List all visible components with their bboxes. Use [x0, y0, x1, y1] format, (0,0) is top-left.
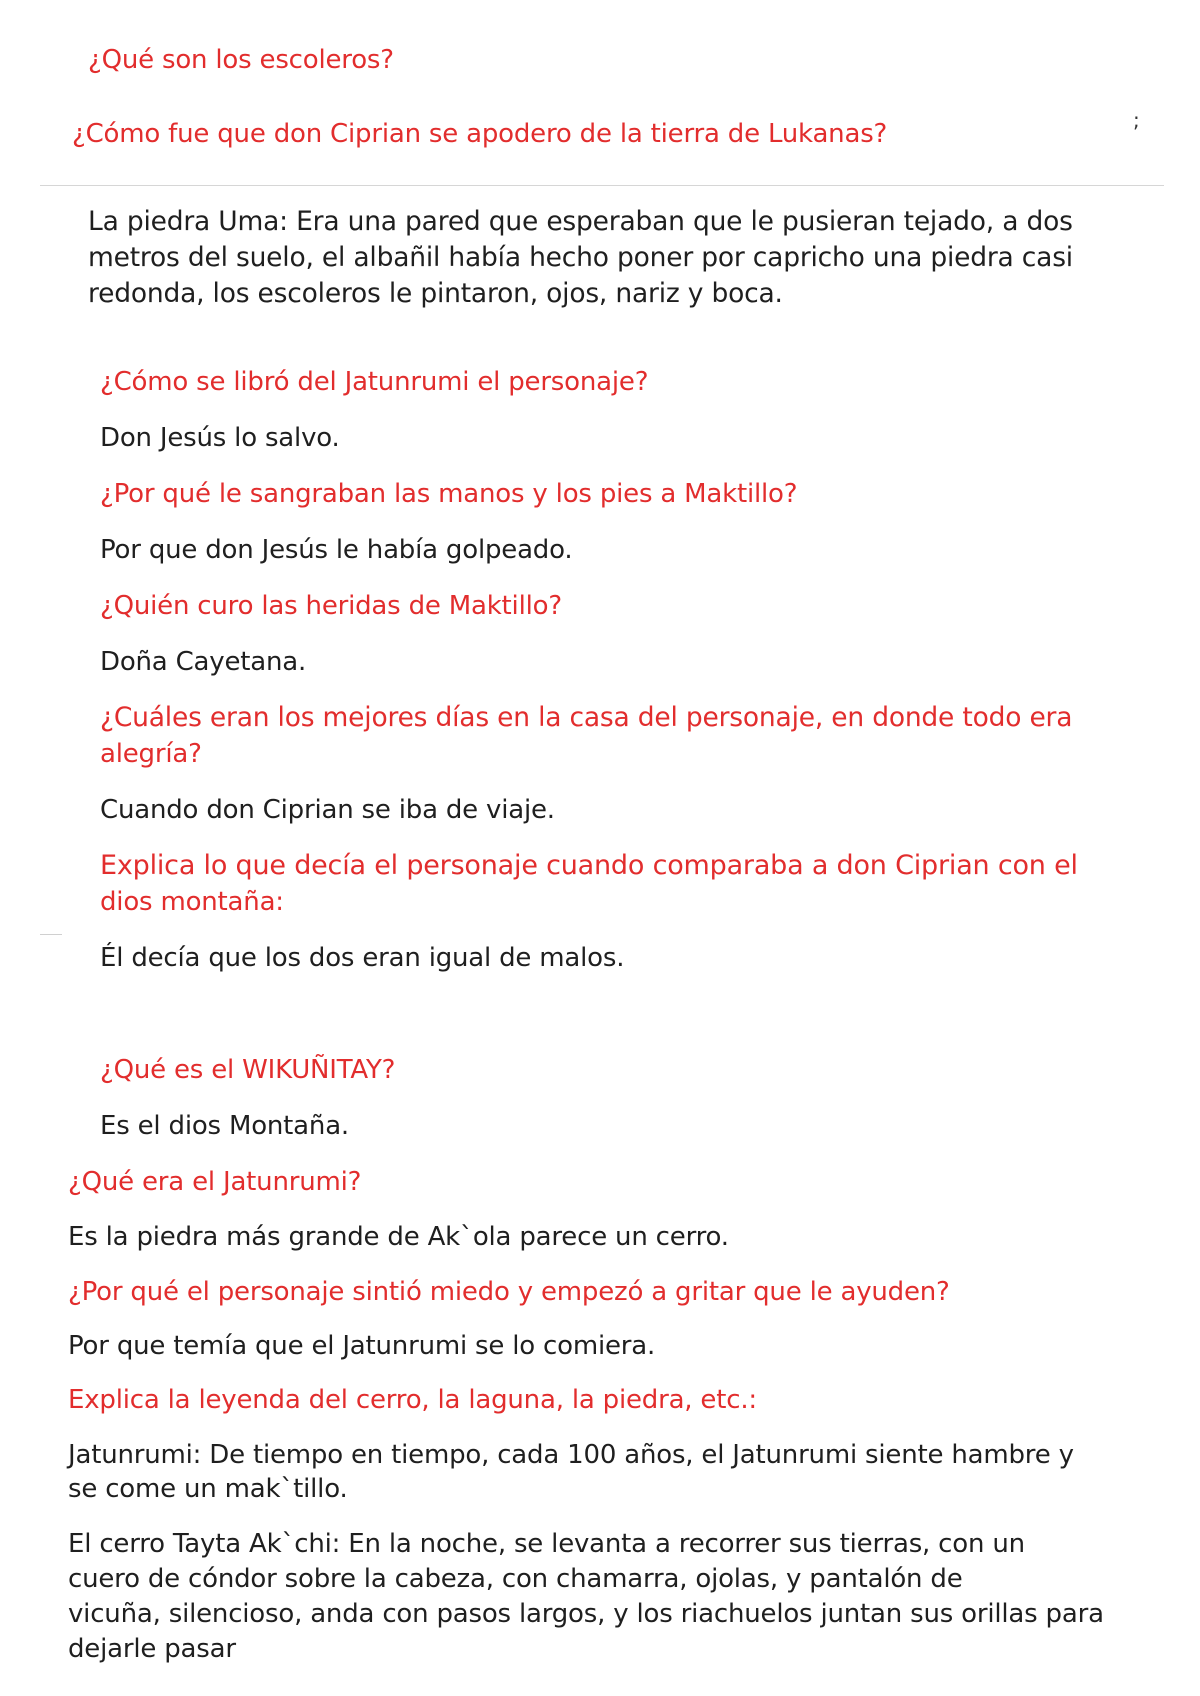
answer-mejores-dias: Cuando don Ciprian se iba de viaje. [100, 795, 555, 825]
question-dios-montana-line-2: dios montaña: [100, 887, 284, 917]
question-sangraban: ¿Por qué le sangraban las manos y los pies a Maktillo? [100, 479, 798, 509]
question-que-era-jatunrumi: ¿Qué era el Jatunrumi? [68, 1167, 362, 1197]
answer-curo-heridas: Doña Cayetana. [100, 647, 307, 677]
question-dios-montana-line-1: Explica lo que decía el personaje cuando comparaba a don Ciprian con el [100, 850, 1078, 881]
answer-sintio-miedo: Por que temía que el Jatunrumi se lo comiera. [68, 1331, 656, 1361]
leyenda-jatunrumi-line-1: Jatunrumi: De tiempo en tiempo, cada 100 años, el Jatunrumi siente hambre y [68, 1440, 1074, 1470]
leyenda-tayta-akchi-line-4: dejarle pasar [68, 1634, 236, 1664]
question-sintio-miedo: ¿Por qué el personaje sintió miedo y empezó a gritar que le ayuden? [68, 1277, 950, 1307]
leyenda-tayta-akchi-line-1: El cerro Tayta Ak`chi: En la noche, se levanta a recorrer sus tierras, con un [68, 1529, 1025, 1559]
answer-jatunrumi-libro: Don Jesús lo salvo. [100, 423, 340, 453]
question-mejores-dias-line-2: alegría? [100, 739, 202, 769]
answer-dios-montana: Él decía que los dos eran igual de malos. [100, 943, 625, 973]
answer-wikunitay: Es el dios Montaña. [100, 1111, 349, 1141]
uma-line-1: La piedra Uma: Era una pared que esperaban que le pusieran tejado, a dos [88, 206, 1073, 237]
stray-mark: ; [1133, 108, 1140, 132]
section-divider [40, 185, 1164, 186]
question-curo-heridas: ¿Quién curo las heridas de Maktillo? [100, 591, 562, 621]
question-escoleros: ¿Qué son los escoleros? [88, 45, 394, 75]
uma-line-2: metros del suelo, el albañil había hecho poner por capricho una piedra casi [88, 242, 1073, 273]
leyenda-tayta-akchi-line-3: vicuña, silencioso, anda con pasos largos, y los riachuelos juntan sus orillas para [68, 1599, 1104, 1629]
question-wikunitay: ¿Qué es el WIKUÑITAY? [100, 1055, 396, 1085]
margin-mark [40, 934, 62, 935]
question-leyenda: Explica la leyenda del cerro, la laguna, la piedra, etc.: [68, 1385, 757, 1415]
answer-que-era-jatunrumi: Es la piedra más grande de Ak`ola parece un cerro. [68, 1222, 729, 1252]
question-don-ciprian-tierra: ¿Cómo fue que don Ciprian se apodero de la tierra de Lukanas? [72, 119, 888, 149]
question-mejores-dias-line-1: ¿Cuáles eran los mejores días en la casa del personaje, en donde todo era [100, 702, 1073, 733]
uma-line-3: redonda, los escoleros le pintaron, ojos, nariz y boca. [88, 278, 783, 309]
question-jatunrumi-libro: ¿Cómo se libró del Jatunrumi el personaje? [100, 367, 649, 397]
leyenda-tayta-akchi-line-2: cuero de cóndor sobre la cabeza, con chamarra, ojolas, y pantalón de [68, 1564, 963, 1594]
answer-sangraban: Por que don Jesús le había golpeado. [100, 535, 573, 565]
leyenda-jatunrumi-line-2: se come un mak`tillo. [68, 1474, 348, 1504]
